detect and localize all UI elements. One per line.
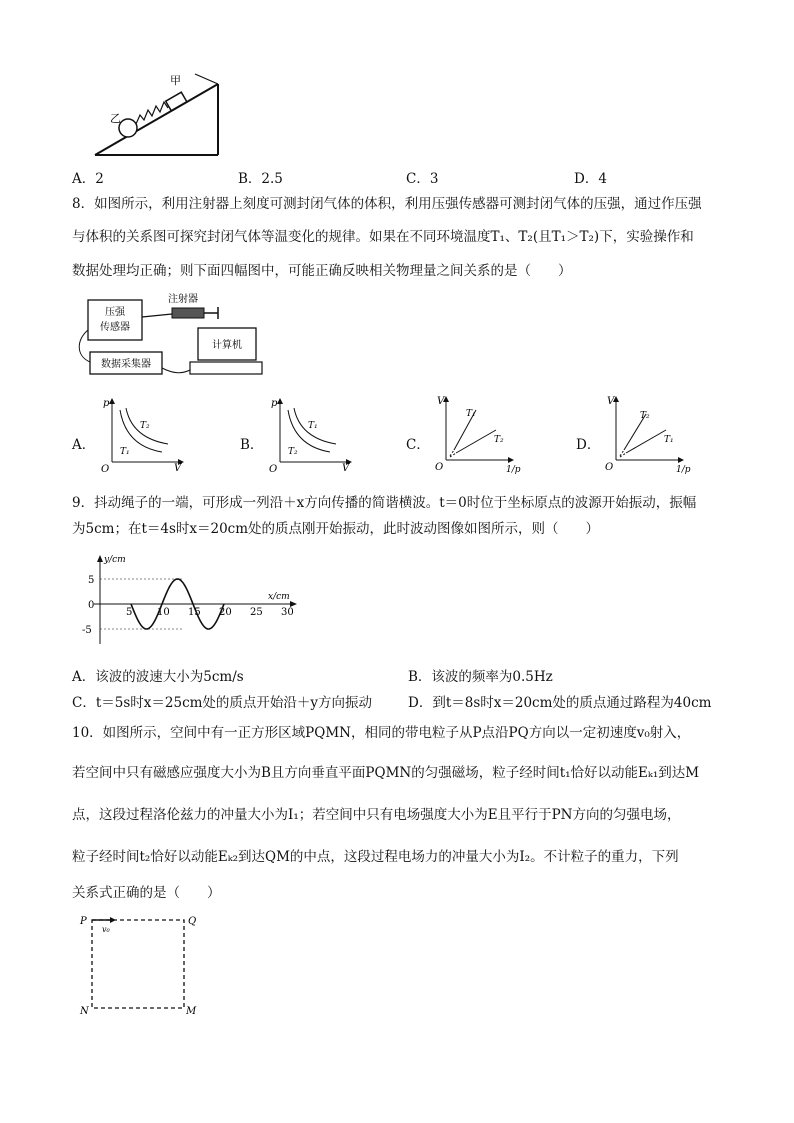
wave-xtick-25: 25 — [250, 607, 263, 618]
wave-xlabel: x/cm — [268, 592, 290, 602]
graph-d-xlabel: 1/p — [676, 465, 691, 475]
point-q: Q — [188, 916, 197, 927]
wave-xtick-20: 20 — [219, 607, 232, 618]
graph-c-xlabel: 1/p — [506, 465, 521, 475]
sensor-label-2: 传感器 — [100, 322, 130, 333]
q9-wave-chart — [72, 552, 302, 648]
q8-line-3: 数据处理均正确；则下面四幅图中，可能正确反映相关物理量之间关系的是（ ） — [72, 263, 572, 279]
q7-option-b[interactable]: B．2.5 — [238, 171, 283, 187]
q8-graph-d — [602, 394, 692, 476]
syringe-label: 注射器 — [168, 294, 198, 305]
graph-b-upper: T₁ — [308, 421, 318, 431]
wave-ytick-neg5: -5 — [82, 625, 92, 636]
wave-xtick-10: 10 — [157, 607, 170, 618]
q10-line-5: 关系式正确的是（ ） — [72, 885, 221, 901]
sensor-label-1: 压强 — [105, 307, 125, 318]
graph-d-upper: T₂ — [640, 411, 650, 421]
wave-ylabel: y/cm — [104, 555, 126, 565]
collector-label: 数据采集器 — [101, 359, 151, 370]
q9-option-b[interactable]: B．该波的频率为0.5Hz — [408, 669, 553, 685]
velocity-v0: v₀ — [102, 925, 110, 934]
graph-d-lower: T₁ — [664, 435, 674, 445]
q8-line-1: 8．如图所示，利用注射器上刻度可测封闭气体的体积，利用压强传感器可测封闭气体的压强，通过作压强 — [72, 196, 702, 212]
graph-a-lower: T₁ — [120, 447, 130, 457]
wave-xtick-5: 5 — [126, 607, 133, 618]
graph-a-origin: O — [101, 464, 110, 474]
graph-b-lower: T₂ — [288, 447, 298, 457]
incline-spring-figure — [90, 70, 230, 160]
graph-d-ylabel: V — [607, 396, 615, 407]
q10-square-figure — [76, 910, 206, 1020]
q7-option-c[interactable]: C．3 — [406, 171, 439, 187]
q8-line-2: 与体积的关系图可探究封闭气体等温变化的规律。如果在不同环境温度T₁、T₂(且T₁＞T₂)下，实验操作和 — [72, 229, 694, 245]
graph-a-upper: T₂ — [140, 421, 150, 431]
label-yi: 乙 — [110, 112, 121, 125]
graph-b-origin: O — [269, 464, 278, 474]
q8-apparatus-figure — [70, 290, 270, 382]
wave-ytick-5: 5 — [88, 575, 95, 586]
graph-c-origin: O — [435, 462, 444, 473]
point-n: N — [80, 1006, 89, 1017]
q7-option-a[interactable]: A．2 — [72, 171, 104, 187]
point-p: P — [80, 916, 87, 927]
point-m: M — [186, 1006, 197, 1017]
q9-option-a[interactable]: A．该波的波速大小为5cm/s — [72, 669, 244, 685]
graph-b-xlabel: V — [342, 463, 350, 474]
label-jia: 甲 — [170, 74, 181, 87]
q9-line-2: 为5cm；在t＝4s时x＝20cm处的质点刚开始振动，此时波动图像如图所示，则（ ） — [72, 521, 600, 537]
computer-label: 计算机 — [212, 340, 242, 351]
graph-a-xlabel: V — [174, 463, 182, 474]
q8-option-c[interactable]: C． — [406, 437, 430, 453]
wave-xtick-30: 30 — [281, 607, 294, 618]
q10-line-4: 粒子经时间t₂恰好以动能Eₖ₂到达QM的中点，这段过程电场力的冲量大小为I₂。不计粒子的重力，下列 — [72, 849, 679, 865]
q8-graph-b — [266, 396, 356, 474]
q10-line-2: 若空间中只有磁感应强度大小为B且方向垂直平面PQMN的匀强磁场，粒子经时间t₁恰好以动能Eₖ₁到达M — [72, 765, 700, 781]
q9-option-d[interactable]: D．到t＝8s时x＝20cm处的质点通过路程为40cm — [408, 695, 712, 711]
graph-c-upper: T₁ — [466, 409, 476, 419]
graph-b-ylabel: p — [271, 398, 278, 409]
wave-ytick-0: 0 — [88, 600, 95, 611]
q7-option-d[interactable]: D．4 — [574, 171, 607, 187]
q9-line-1: 9．抖动绳子的一端，可形成一列沿＋x方向传播的简谐横波。t＝0时位于坐标原点的波源开始振动，振幅 — [72, 495, 697, 511]
q9-option-c[interactable]: C．t＝5s时x＝25cm处的质点开始沿＋y方向振动 — [72, 695, 373, 711]
q8-option-a[interactable]: A． — [72, 437, 96, 453]
q8-option-b[interactable]: B． — [240, 437, 264, 453]
q8-graph-c — [432, 394, 522, 476]
q10-line-3: 点，这段过程洛伦兹力的冲量大小为I₁；若空间中只有电场强度大小为E且平行于PN方向的匀强电场， — [72, 807, 681, 823]
q8-graph-a — [98, 396, 188, 474]
q8-option-d[interactable]: D． — [576, 437, 601, 453]
graph-c-lower: T₂ — [494, 435, 504, 445]
graph-a-ylabel: p — [103, 398, 110, 409]
graph-d-origin: O — [605, 462, 614, 473]
q10-line-1: 10．如图所示，空间中有一正方形区域PQMN，相同的带电粒子从P点沿PQ方向以一定初速度v₀射入， — [72, 725, 691, 741]
graph-c-ylabel: V — [437, 396, 445, 407]
wave-xtick-15: 15 — [188, 607, 201, 618]
